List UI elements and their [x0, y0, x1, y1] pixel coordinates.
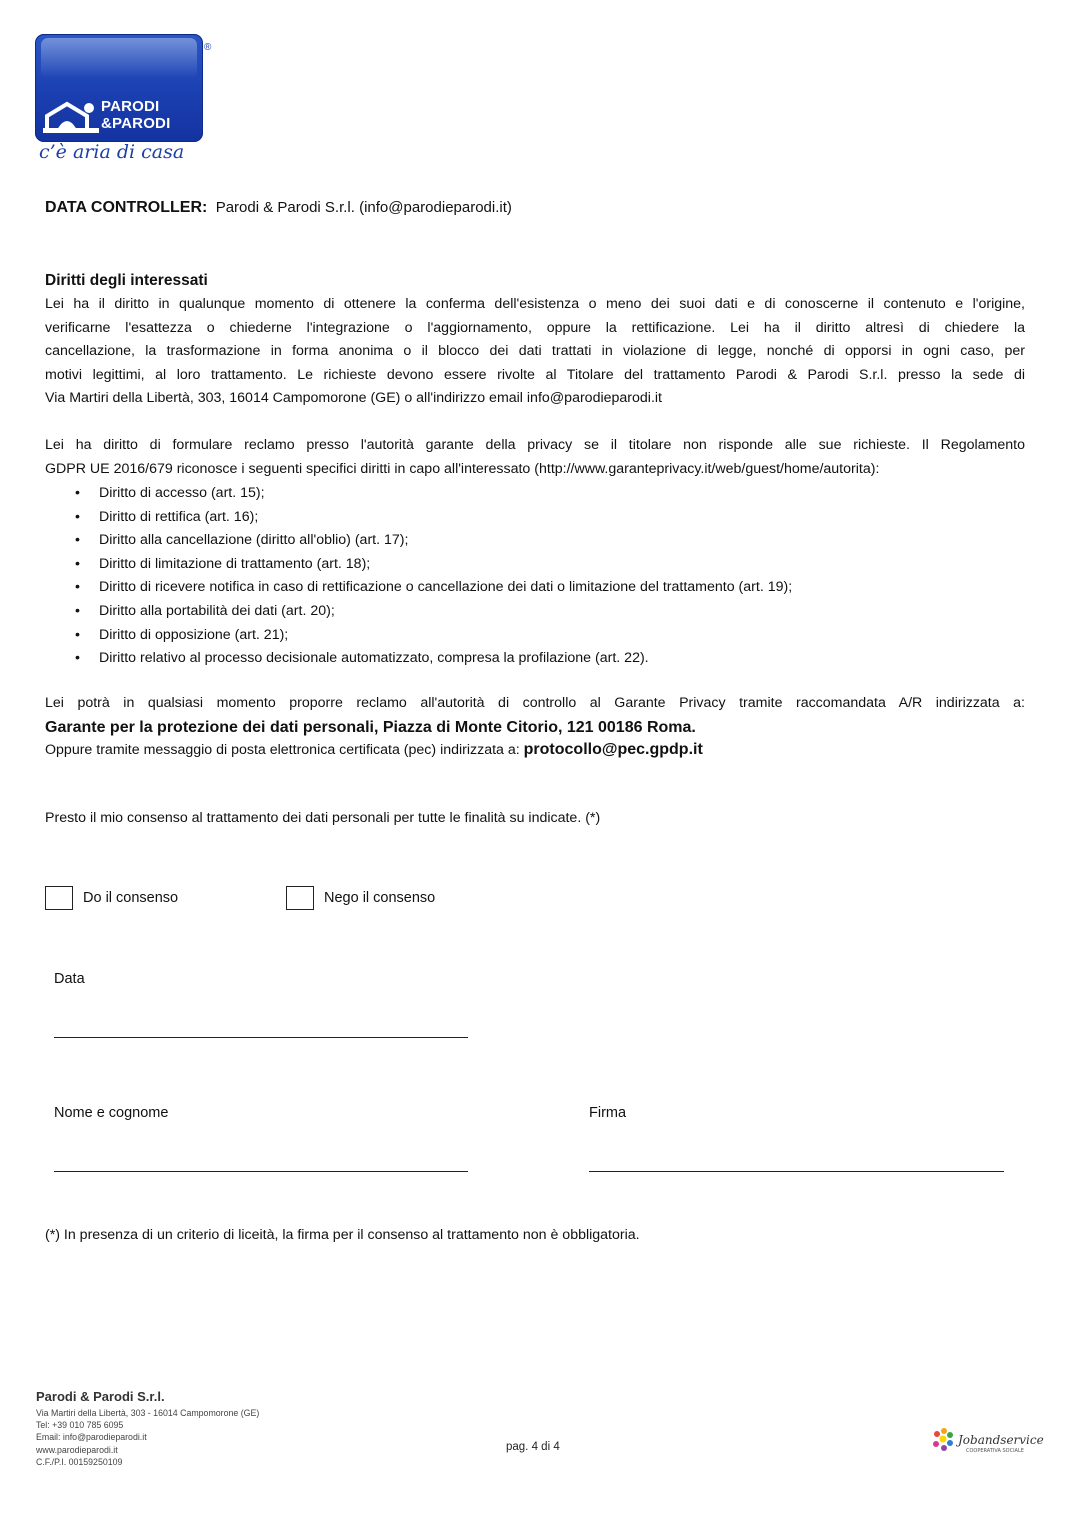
complaint-line: [45, 692, 1025, 716]
consent-statement: Presto il mio consenso al trattamento dei dati personali per tutte le finalità su indicate. (*): [45, 810, 601, 826]
list-item: • Diritto alla portabilità dei dati (art. 20);: [75, 600, 1025, 624]
footer-line: Via Martiri della Libertà, 303 - 16014 Campomorone (GE): [36, 1408, 260, 1418]
rights-paragraph-2: [45, 434, 1025, 481]
paragraph-line: GDPR UE 2016/679 riconosce i seguenti specifici diritti in capo all'interessato (http://www.garanteprivacy.it/web/guest/home/autorita):: [45, 460, 880, 477]
pec-address: protocollo@pec.gpdp.it: [523, 741, 703, 758]
list-item: • Diritto di accesso (art. 15);: [75, 482, 1025, 506]
logo-brand-line2: &PARODI: [101, 115, 171, 132]
jobandservice-logo: [928, 1426, 1044, 1458]
paragraph-line: Via Martiri della Libertà, 303, 16014 Campomorone (GE) o all'indirizzo email info@parodieparodi.it: [45, 390, 662, 406]
garante-address: Garante per la protezione dei dati personali, Piazza di Monte Citorio, 121 00186 Roma.: [45, 719, 696, 736]
name-field-line[interactable]: [54, 1171, 468, 1172]
footer-line: C.F./P.I. 00159250109: [36, 1456, 123, 1467]
paragraph-line: motivi legittimi, al loro trattamento. Le richieste devono essere rivolte al Titolare del trattamento Parodi & Parodi S.r.l. presso la sede di: [45, 366, 1025, 383]
paragraph-line: verificarne l'esattezza o chiederne l'integrazione o l'aggiornamento, oppure la rettificazione. Lei ha il diritto altresì di chiedere la: [45, 319, 1025, 336]
give-consent-label: Do il consenso: [83, 890, 179, 906]
footer-line: www.parodieparodi.it: [36, 1444, 118, 1455]
registered-mark: ®: [204, 42, 212, 53]
partner-name: Jobandservice: [958, 1433, 1044, 1447]
list-item: • Diritto di opposizione (art. 21);: [75, 624, 1025, 648]
logo-brand-line1: PARODI: [101, 98, 160, 115]
date-label: Data: [54, 971, 85, 987]
deny-consent-checkbox[interactable]: [286, 886, 314, 910]
logo-tagline: c’è aria di casa: [39, 141, 185, 163]
partner-sub: COOPERATIVA SOCIALE: [966, 1448, 1024, 1454]
signature-field-line[interactable]: [589, 1171, 1004, 1172]
pec-line: [45, 741, 703, 759]
give-consent-checkbox[interactable]: [45, 886, 73, 910]
list-item: • Diritto di rettifica (art. 16);: [75, 506, 1025, 530]
deny-consent-label: Nego il consenso: [324, 890, 436, 906]
footer-line: Email: info@parodieparodi.it: [36, 1432, 147, 1443]
date-field-line[interactable]: [54, 1037, 468, 1038]
signature-label: Firma: [589, 1105, 627, 1121]
list-item: • Diritto di ricevere notifica in caso di rettificazione o cancellazione dei dati o limitazione del trattamento (art. 19);: [75, 576, 1025, 600]
partner-people-icon: [933, 1428, 953, 1451]
data-controller-value: Parodi & Parodi S.r.l. (info@parodieparodi.it): [215, 199, 512, 216]
paragraph-line: cancellazione, la trasformazione in forma anonima o il blocco dei dati trattati in violazione di legge, nonché di opporsi in ogni caso, per: [45, 343, 1025, 359]
page-number: pag. 4 di 4: [506, 1441, 560, 1453]
paragraph-line: Lei ha il diritto in qualunque momento di ottenere la conferma dell'esistenza o meno dei suoi dati e di conoscerne il contenuto e l'origine,: [45, 296, 1025, 312]
footer-contact: [36, 1407, 259, 1468]
complaint-text: Lei potrà in qualsiasi momento proporre reclamo all'autorità di controllo al Garante Privacy tramite raccomandata A/R indirizzata a:: [45, 695, 1025, 711]
name-label: Nome e cognome: [54, 1105, 169, 1121]
pec-text: Oppure tramite messaggio di posta elettronica certificata (pec) indirizzata a:: [45, 742, 524, 758]
footer-company: Parodi & Parodi S.r.l.: [36, 1389, 165, 1404]
footer-line: Tel: +39 010 785 6095: [36, 1420, 124, 1431]
data-controller: [45, 199, 512, 217]
footnote: (*) In presenza di un criterio di liceità, la firma per il consenso al trattamento non è obbligatoria.: [45, 1227, 640, 1243]
house-mark-icon: [43, 100, 99, 134]
logo-brand-text: [101, 98, 170, 132]
rights-heading: Diritti degli interessati: [45, 272, 208, 289]
rights-paragraph-1: [45, 293, 1025, 411]
data-controller-label: DATA CONTROLLER:: [45, 199, 208, 216]
logo-gloss: [41, 38, 197, 78]
list-item: • Diritto alla cancellazione (diritto all'oblio) (art. 17);: [75, 529, 1025, 553]
list-item: • Diritto di limitazione di trattamento (art. 18);: [75, 553, 1025, 577]
list-item: • Diritto relativo al processo decisionale automatizzato, compresa la profilazione (art. 22).: [75, 647, 1025, 671]
rights-list: [75, 482, 1025, 671]
company-logo: [35, 34, 203, 142]
paragraph-line: Lei ha diritto di formulare reclamo presso l'autorità garante della privacy se il titolare non risponde alle sue richieste. Il Regolamento: [45, 437, 1025, 453]
